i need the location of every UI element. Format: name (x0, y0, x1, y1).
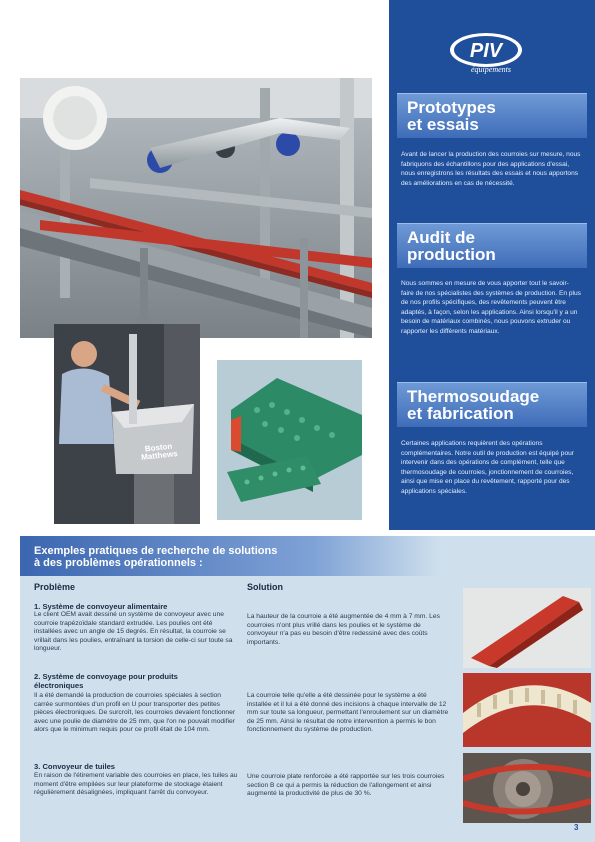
conveyor-machine-photo (20, 78, 372, 338)
svg-text:équipements: équipements (471, 65, 511, 74)
solutions-panel (20, 536, 595, 842)
operator-photo (54, 324, 200, 524)
red-vbelt-photo (463, 588, 591, 668)
case-2-solution: La courroie telle qu'elle a été dessinée pour le système a été installée et il lui a été donné des incisions à chaque intervalle de 12 mm sur toute sa longueur, permettant l'enroulement sur un diamètre de 25 mm. Ainsi le résultat de notre intervention a permis le bon fonctionnement du système de production. (247, 692, 449, 734)
case-3-solution: Une courroie plate renforcée a été rapportée sur les trois courroies section B ce qui a permis la réduction de l'allongement et ainsi augmenté la productivité de plus de 30 %. (247, 773, 445, 798)
title-line: Thermosoudage (407, 387, 540, 406)
section-text-audit: Nous sommes en mesure de vous apporter tout le savoir-faire de nos spécialistes des systèmes de production. En plus de nos profils spécifiques, des revêtements peuvent être adaptés, à façon, selon les applications. Ainsi lorsqu'il y a un besoin de matériaux combinés, nous pouvons extruder ou rapporter les différents matériaux. (401, 280, 581, 335)
title-line: et fabrication (407, 404, 514, 423)
column-problem: Problème (34, 582, 76, 592)
case-2-problem: Il a été demandé la production de courroies spéciales à section carrée surmontées d'un profil en U pour transporter des petites pièces électroniques. De surcroît, les courroies devaient fonctionner avec une poulie de diamètre de 25 mm, que l'on ne pouvait modifier alors que le minimum requis pour ce profil était de 104 mm. (34, 692, 236, 734)
services-column (389, 0, 595, 530)
case-1-problem: Le client OEM avait dessiné un système de convoyeur avec une courroie trapézoïdale standard extrudée. Les poulies ont été installées avec un angle de 15 degrés. En résultat, la courroie se vrillait dans les poulies, entraînant la torsion de celle-ci sur toute sa longueur. (34, 611, 233, 653)
section-title-prototypes (397, 93, 587, 138)
title-line: et essais (407, 115, 479, 134)
section-title-thermosoudage (397, 382, 587, 427)
pulley-belt-photo (463, 753, 591, 823)
machine-brand-label: Boston Matthews (140, 441, 178, 462)
section-text-thermosoudage: Certaines applications requièrent des opérations complémentaires. Notre outil de production est équipé pour intervenir dans des opérations de complément, telle que thermosoudage de courroies, jonctionnement de courroies, ainsi que mise en place du revêtement, rapporté pour des applications spéciales. (401, 440, 575, 495)
green-belt-photo (217, 360, 362, 520)
column-solution: Solution (247, 582, 283, 592)
case-2-heading: 2. Système de convoyage pour produits électroniques (34, 672, 178, 690)
title-line: Audit de (407, 228, 475, 247)
panel-title-line1: Exemples pratiques de recherche de solutions (34, 545, 278, 557)
title-line: Prototypes (407, 98, 496, 117)
page-number: 3 (574, 823, 579, 832)
title-line: production (407, 245, 496, 264)
case-1-solution: La hauteur de la courroie a été augmentée de 4 mm à 7 mm. Les courroies n'ont plus vrillé dans les poulies et le système de convoyeur n'a pas eu besoin d'être redessiné avec des coûts importants. (247, 613, 440, 646)
case-3-heading: 3. Convoyeur de tuiles (34, 762, 116, 771)
u-profile-belt-photo (463, 673, 591, 747)
panel-title-line2: à des problèmes opérationnels : (34, 557, 203, 569)
case-1-heading: 1. Système de convoyeur alimentaire (34, 602, 168, 611)
piv-logo (447, 30, 525, 74)
svg-text:PIV: PIV (469, 40, 503, 62)
section-title-audit (397, 223, 587, 268)
case-3-problem: En raison de l'étirement variable des courroies en place, les tuiles au moment d'être empilées sur leur plateforme de stockage étaient régulièrement désalignées, impliquant l'arrêt du convoyeur. (34, 772, 238, 797)
section-text-prototypes: Avant de lancer la production des courroies sur mesure, nous fabriquons des échantillons pour des applications d'essai, nous enregistrons les résultats des essais et nous apportons des améliorations en cas de nécessité. (401, 151, 581, 187)
